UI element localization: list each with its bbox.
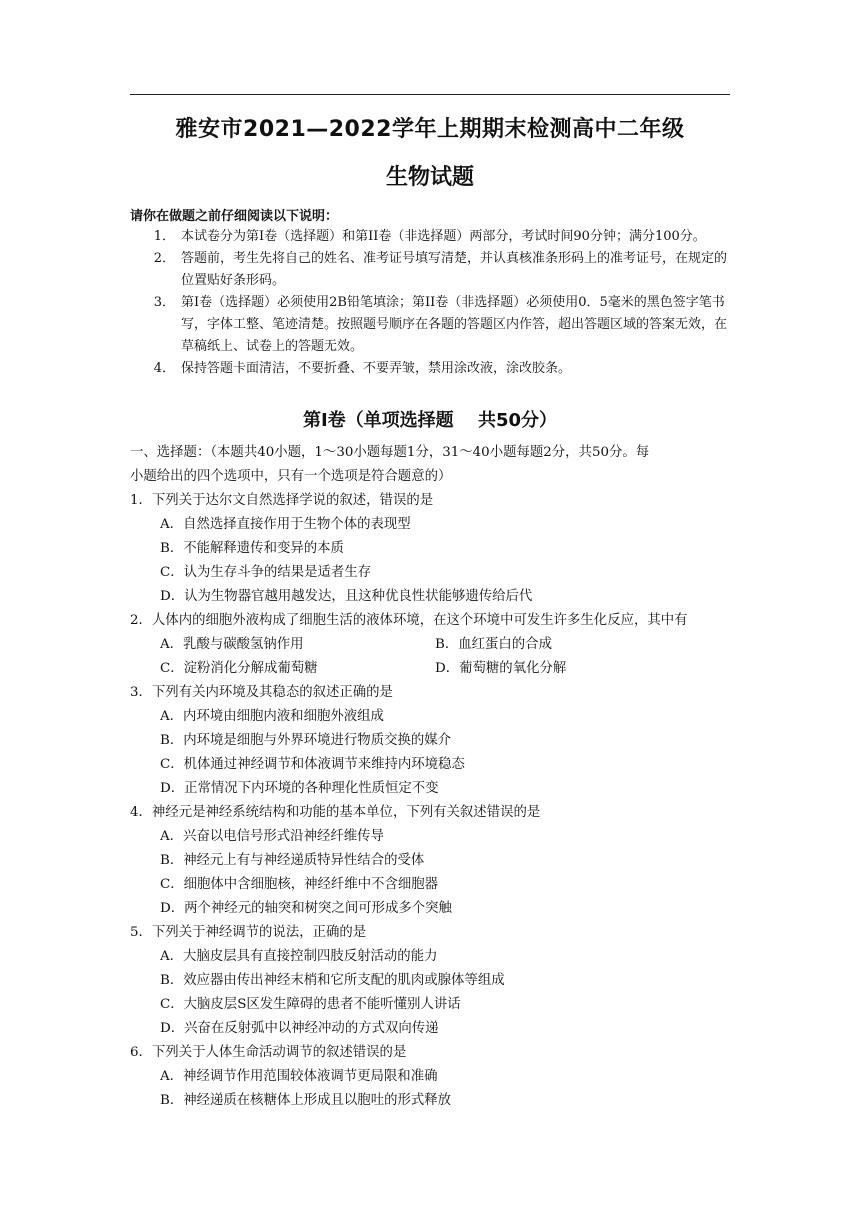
instruction-number: 1． — [153, 229, 175, 244]
question-stem: 3．下列有关内环境及其稳态的叙述正确的是 — [130, 685, 393, 700]
section-title: 第I卷（单项选择题 共50分） — [302, 410, 557, 431]
instruction-text: 答题前，考生先将自己的姓名、准考证号填写清楚，并认真核准条形码上的准考证号，在规定的位置贴好条形码。 — [181, 251, 728, 288]
instructions-list — [130, 226, 730, 380]
question-option: D．认为生物器官越用越发达，且这种优良性状能够遗传给后代 — [160, 589, 533, 604]
question-option: A．自然选择直接作用于生物个体的表现型 — [160, 517, 411, 532]
question-option: B．效应器由传出神经末梢和它所支配的肌肉或腺体等组成 — [160, 973, 505, 988]
question-option: B．神经元上有与神经递质特异性结合的受体 — [160, 853, 425, 868]
question-option: B．神经递质在核糖体上形成且以胞吐的形式释放 — [160, 1093, 452, 1108]
instruction-item — [130, 248, 730, 292]
question-option: A．大脑皮层具有直接控制四肢反射活动的能力 — [160, 949, 438, 964]
option-row — [130, 657, 730, 681]
question-option: A．乳酸与碳酸氢钠作用 — [160, 637, 304, 652]
question-stem: 2．人体内的细胞外液构成了细胞生活的液体环境，在这个环境中可发生许多生化反应，其中有 — [130, 613, 688, 628]
question-option: B．血红蛋白的合成 — [435, 637, 552, 652]
instruction-number: 4． — [153, 361, 175, 376]
instruction-text: 第I卷（选择题）必须使用2B铅笔填涂；第II卷（非选择题）必须使用0．5毫米的黑色签字笔书写，字体工整、笔迹清楚。按照题号顺序在各题的答题区内作答，超出答题区域的答案无效，在草稿纸上、试卷上的答题无效。 — [181, 295, 728, 354]
question-option: C．细胞体中含细胞核，神经纤维中不含细胞器 — [160, 877, 439, 892]
exam-title: 雅安市2021—2022学年上期期末检测高中二年级 — [175, 117, 685, 142]
question-option: C．大脑皮层S区发生障碍的患者不能听懂别人讲话 — [160, 997, 461, 1012]
question-stem: 4．神经元是神经系统结构和功能的基本单位，下列有关叙述错误的是 — [130, 805, 541, 820]
instruction-number: 2． — [153, 251, 175, 266]
option-row — [130, 633, 730, 657]
questions-area — [130, 441, 730, 1113]
section-intro: 一、选择题：（本题共40小题，1～30小题每题1分，31～40小题每题2分，共50分。每 — [130, 445, 650, 460]
header-rule — [130, 94, 730, 95]
question-option: D．正常情况下内环境的各种理化性质恒定不变 — [160, 781, 439, 796]
instruction-text: 保持答题卡面清洁，不要折叠、不要弄皱，禁用涂改液，涂改胶条。 — [181, 361, 572, 376]
question-stem: 1．下列关于达尔文自然选择学说的叙述，错误的是 — [130, 493, 434, 508]
question-option: A．神经调节作用范围较体液调节更局限和准确 — [160, 1069, 438, 1084]
instruction-item — [130, 226, 730, 248]
question-option: B．内环境是细胞与外界环境进行物质交换的媒介 — [160, 733, 452, 748]
question-stem: 6．下列关于人体生命活动调节的叙述错误的是 — [130, 1045, 407, 1060]
instruction-number: 3． — [153, 295, 175, 310]
question-option: C．机体通过神经调节和体液调节来维持内环境稳态 — [160, 757, 465, 772]
notice-heading: 请你在做题之前仔细阅读以下说明： — [130, 209, 339, 224]
subject-title: 生物试题 — [385, 165, 474, 190]
instruction-item — [130, 292, 730, 358]
question-option: B．不能解释遗传和变异的本质 — [160, 541, 344, 556]
question-option: C．淀粉消化分解成葡萄糖 — [160, 661, 318, 676]
section-intro: 小题给出的四个选项中，只有一个选项是符合题意的） — [130, 469, 452, 484]
question-stem: 5．下列关于神经调节的说法，正确的是 — [130, 925, 367, 940]
question-option: A．内环境由细胞内液和细胞外液组成 — [160, 709, 384, 724]
question-option: A．兴奋以电信号形式沿神经纤维传导 — [160, 829, 384, 844]
question-option: D．葡萄糖的氧化分解 — [435, 661, 567, 676]
question-option: D．兴奋在反射弧中以神经冲动的方式双向传递 — [160, 1021, 439, 1036]
instruction-text: 本试卷分为第I卷（选择题）和第II卷（非选择题）两部分，考试时间90分钟；满分100分。 — [181, 229, 706, 244]
question-option: C．认为生存斗争的结果是适者生存 — [160, 565, 372, 580]
instruction-item — [130, 358, 730, 380]
question-option: D．两个神经元的轴突和树突之间可形成多个突触 — [160, 901, 452, 916]
